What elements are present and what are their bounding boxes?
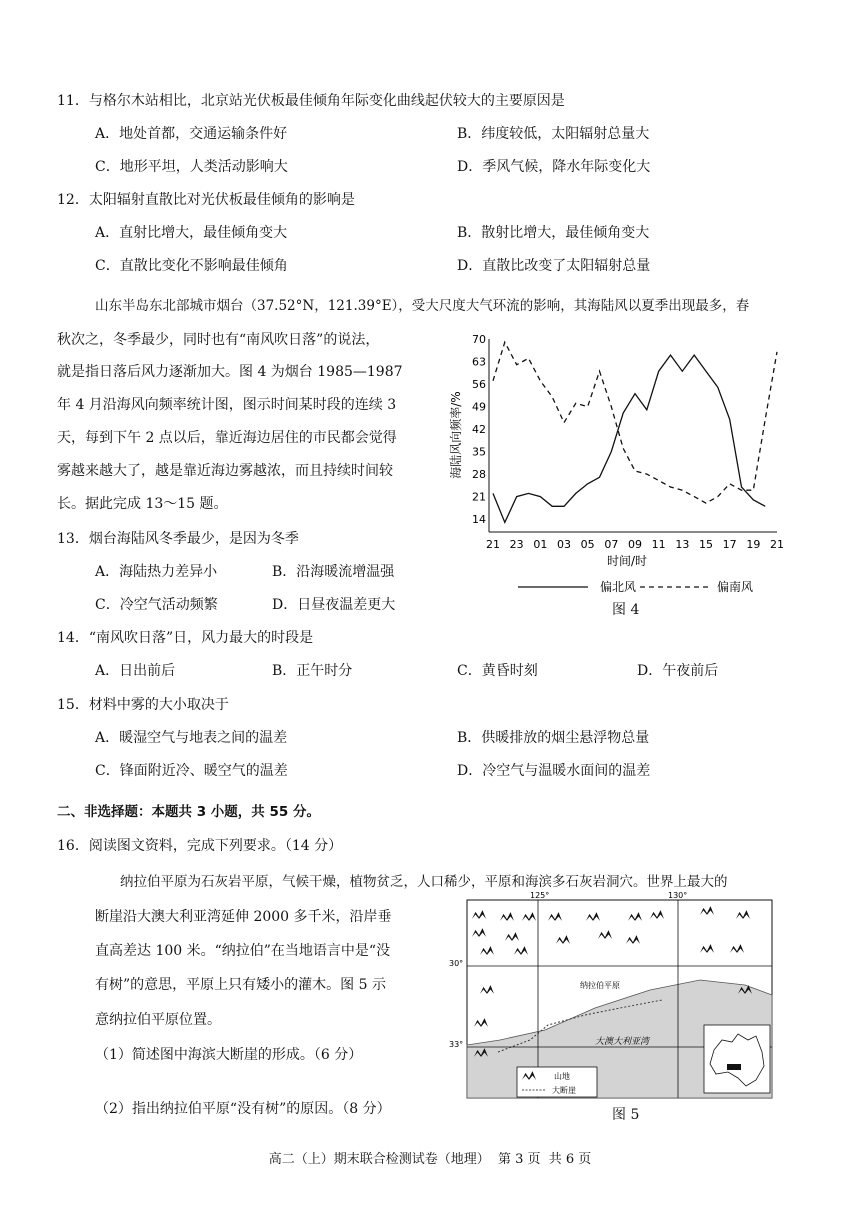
- q13-option-b: B．沿海暖流增温强: [272, 564, 395, 580]
- y-tick-label: 63: [472, 355, 486, 369]
- x-tick-label: 09: [628, 538, 642, 551]
- x-tick-label: 13: [675, 538, 690, 551]
- q11-stem: 11．与格尔木站相比，北京站光伏板最佳倾角年际变化曲线起伏较大的主要原因是: [57, 93, 565, 109]
- passage1-line: 长。据此完成 13～15 题。: [57, 496, 228, 512]
- q11-option-b: B．纬度较低，太阳辐射总量大: [457, 126, 650, 142]
- y-tick-label: 42: [472, 423, 486, 437]
- q15-option-c: C．锋面附近冷、暖空气的温差: [95, 763, 288, 779]
- q11-option-d: D．季风气候，降水年际变化大: [457, 159, 651, 175]
- q11-option-a: A．地处首都，交通运输条件好: [95, 126, 288, 142]
- passage1-line: 山东半岛东北部城市烟台（37.52°N，121.39°E），受大尺度大气环流的影响，其海陆风以夏季出现最多，春: [95, 298, 750, 314]
- q16-passage-line: 意纳拉伯平原位置。: [95, 1012, 221, 1028]
- x-tick-label: 21: [770, 538, 784, 551]
- x-tick-labels: [486, 538, 784, 551]
- q16-subquestion-2: （2）指出纳拉伯平原“没有树”的原因。（8 分）: [95, 1101, 391, 1117]
- q12-option-a: A．直射比增大，最佳倾角变大: [95, 225, 288, 241]
- map-legend: [517, 1067, 597, 1097]
- figure5-map: [440, 890, 780, 1105]
- q13-stem: 13．烟台海陆风冬季最少，是因为冬季: [57, 531, 299, 547]
- x-tick-label: 23: [509, 538, 524, 551]
- x-axis-label: 时间/时: [606, 554, 648, 568]
- x-tick-label: 17: [722, 538, 737, 551]
- y-tick-label: 35: [472, 445, 486, 459]
- q15-option-b: B．供暖排放的烟尘悬浮物总量: [457, 730, 650, 746]
- passage1-line: 秋次之，冬季最少，同时也有“南风吹日落”的说法，: [57, 332, 380, 348]
- q13-option-c: C．冷空气活动频繁: [95, 597, 218, 613]
- x-tick-label: 21: [486, 538, 500, 551]
- q12-option-d: D．直散比改变了太阳辐射总量: [457, 258, 651, 274]
- q15-option-a: A．暖湿空气与地表之间的温差: [95, 730, 288, 746]
- q14-option-a: A．日出前后: [95, 663, 176, 679]
- chart-series: [493, 342, 777, 522]
- y-tick-label: 28: [472, 468, 486, 482]
- figure5-caption: 图 5: [612, 1107, 640, 1123]
- q16-passage-line: 纳拉伯平原为石灰岩平原，气候干燥，植物贫乏，人口稀少，平原和海滨多石灰岩洞穴。世界上最大的: [120, 874, 728, 890]
- q16-passage-line: 直高差达 100 米。“纳拉伯”在当地语言中是“没: [95, 943, 391, 959]
- passage1-line: 雾越来越大了，越是靠近海边雾越浓，而且持续时间较: [57, 463, 393, 479]
- y-tick-labels: [472, 333, 486, 526]
- plain-label: 纳拉伯平原: [580, 981, 620, 990]
- x-tick-label: 01: [533, 538, 548, 551]
- q15-option-d: D．冷空气与温暖水面间的温差: [457, 763, 651, 779]
- x-tick-label: 19: [746, 538, 761, 551]
- legend-label-north: 偏北风: [600, 580, 637, 594]
- q13-option-a: A．海陆热力差异小: [95, 564, 218, 580]
- q14-stem: 14．“南风吹日落”日，风力最大的时段是: [57, 630, 314, 646]
- q16-subquestion-1: （1）简述图中海滨大断崖的形成。（6 分）: [95, 1047, 363, 1063]
- passage1-line: 年 4 月沿海风向频率统计图，图示时间某时段的连续 3: [57, 397, 397, 413]
- series-line-north-wind: [493, 355, 765, 522]
- y-tick-label: 56: [472, 378, 486, 392]
- bay-label: 大澳大利亚湾: [595, 1037, 650, 1047]
- legend-cliff-label: 大断崖: [552, 1086, 576, 1095]
- y-tick-label: 21: [472, 490, 486, 504]
- x-tick-label: 15: [699, 538, 713, 551]
- q14-option-d: D．午夜前后: [637, 663, 719, 679]
- q14-option-c: C．黄昏时刻: [457, 663, 538, 679]
- lon-label-125: 125°: [530, 891, 550, 900]
- q12-option-c: C．直散比变化不影响最佳倾角: [95, 258, 288, 274]
- australia-inset-map: [704, 1025, 770, 1093]
- x-tick-label: 07: [604, 538, 619, 551]
- q16-passage-line: 断崖沿大澳大利亚湾延伸 2000 多千米，沿岸垂: [95, 909, 392, 925]
- chart-axes: [489, 339, 777, 532]
- q12-stem: 12．太阳辐射直散比对光伏板最佳倾角的影响是: [57, 192, 355, 208]
- q11-option-c: C．地形平坦，人类活动影响大: [95, 159, 288, 175]
- series-line-south-wind: [493, 342, 777, 503]
- q16-stem: 16．阅读图文资料，完成下列要求。（14 分）: [57, 838, 343, 854]
- q13-option-d: D．日昼夜温差更大: [272, 597, 396, 613]
- x-tick-label: 03: [557, 538, 571, 551]
- y-tick-label: 14: [472, 513, 486, 527]
- x-tick-label: 11: [651, 538, 666, 551]
- y-axis-label: 海陆风向频率/%: [449, 391, 463, 479]
- passage1-line: 就是指日落后风力逐渐加大。图 4 为烟台 1985—1987: [57, 364, 403, 380]
- figure4-caption: 图 4: [612, 602, 640, 618]
- q14-option-b: B．正午时分: [272, 663, 353, 679]
- lon-label-130: 130°: [668, 891, 688, 900]
- chart-legend: [518, 579, 753, 594]
- y-tick-label: 49: [472, 400, 486, 414]
- legend-mountain-label: 山地: [554, 1072, 570, 1081]
- passage1-line: 天，每到下午 2 点以后，靠近海边居住的市民都会觉得: [57, 430, 397, 446]
- legend-label-south: 偏南风: [717, 580, 754, 594]
- q16-passage-line: 有树”的意思，平原上只有矮小的灌木。图 5 示: [95, 977, 386, 993]
- q15-stem: 15．材料中雾的大小取决于: [57, 697, 229, 713]
- lat-label-30: 30°: [449, 959, 464, 968]
- y-tick-label: 70: [472, 333, 486, 346]
- lat-label-33: 33°: [449, 1040, 464, 1049]
- x-tick-label: 05: [580, 538, 595, 551]
- figure4-chart: [440, 325, 800, 625]
- page-footer: 高二（上）期末联合检测试卷（地理） 第 3 页 共 6 页: [268, 1152, 592, 1167]
- section-heading: 二、非选择题：本题共 3 小题，共 55 分。: [57, 804, 320, 820]
- q12-option-b: B．散射比增大，最佳倾角变大: [457, 225, 650, 241]
